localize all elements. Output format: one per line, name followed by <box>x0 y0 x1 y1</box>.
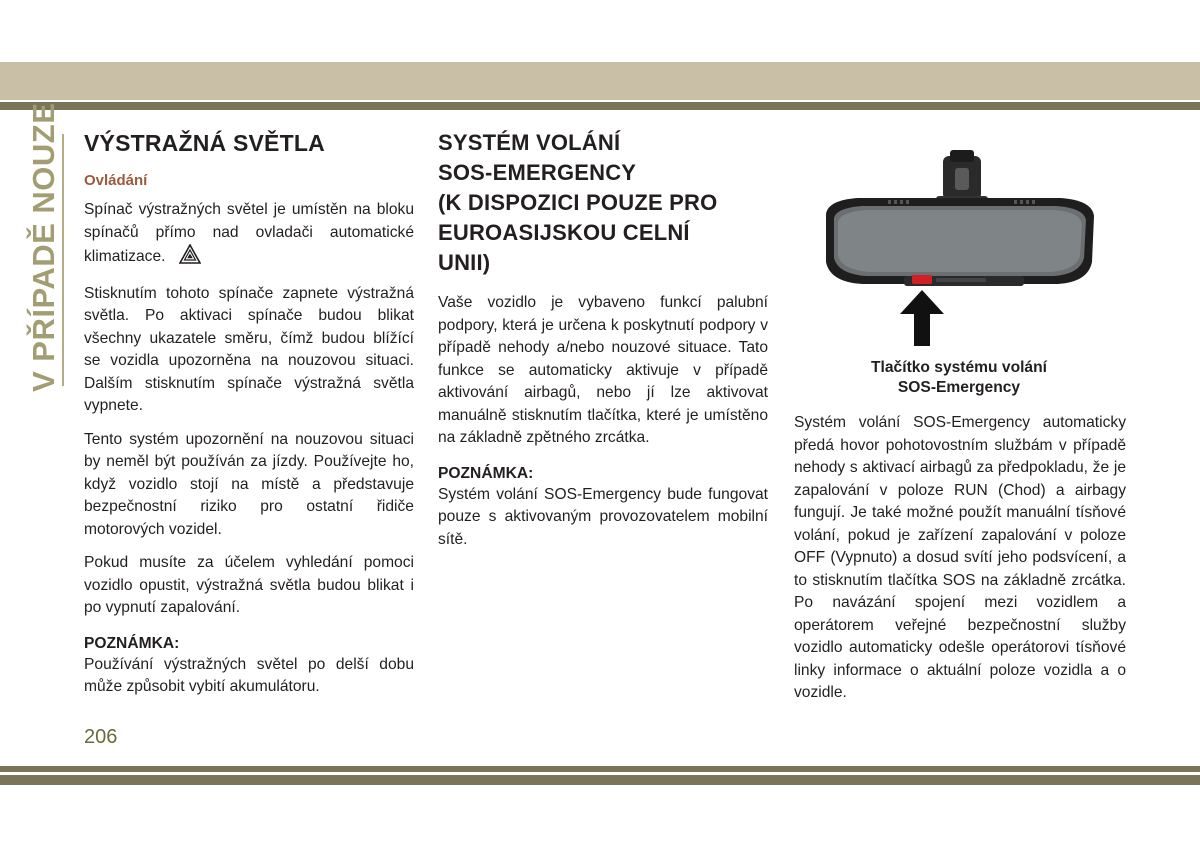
mirror-caption-line-2: SOS-Emergency <box>897 379 1021 396</box>
footer-rule-thick <box>0 775 1200 785</box>
section-side-label: V PŘÍPADĚ NOUZE <box>26 102 61 392</box>
sos-details-paragraph: Systém volání SOS-Emergency automaticky předá hovor pohotovostním službám v případě nehody s aktivací airbagů za předpokladu, že je zapalování v poloze RUN (Chod) a airbagy fungují. Je také možné použít manuální tísňové volání, pokud je zařízení zapalování v poloze OFF (Vypnuto) a dosud svítí jeho podsvícení, a to stisknutím tlačítka SOS na základně zrcátka. Po navázání spojení mezi vozidlem a operátorem veřejné bezpečnostní služby vozidlo automaticky odešle operátorovi tísňové linky informace o aktuální poloze vozidla a o vozidle. <box>794 414 1126 701</box>
note-text: Používání výstražných světel po delší dobu může způsobit vybití akumulátoru. <box>84 655 414 695</box>
mirror-caption <box>818 358 1100 398</box>
rearview-mirror-image <box>818 150 1100 350</box>
sos-title <box>438 128 768 278</box>
sos-intro-paragraph: Vaše vozidlo je vybaveno funkcí palubní podpory, která je určena k poskytnutí podpory v případě nehody a/nebo nouzové situace. Tato funkce se automaticky aktivuje v případě aktivování airbagů, nebo jí lze aktivovat manuálně stisknutím tlačítka, které je umístěno na základně zpětného zrcátka. <box>438 294 768 446</box>
sos-note-text: Systém volání SOS-Emergency bude fungovat pouze s aktivovaným provozovatelem mobilní sítě. <box>438 485 768 548</box>
column-hazard-lights <box>84 128 414 710</box>
page-number: 206 <box>84 726 118 748</box>
sos-title-line-4: EUROASIJSKOU CELNÍ <box>438 220 690 245</box>
sos-title-line-5: UNII) <box>438 250 491 275</box>
mirror-caption-line-1: Tlačítko systému volání <box>871 359 1047 376</box>
footer-rule-thin <box>0 766 1200 772</box>
side-divider <box>62 134 64 386</box>
hazard-paragraph-1 <box>84 199 414 272</box>
hazard-paragraph-4: Pokud musíte za účelem vyhledání pomoci vozidlo opustit, výstražná světla budou blikat i po vypnutí zapalování. <box>84 554 414 616</box>
header-band <box>0 62 1200 100</box>
header-rule <box>0 102 1200 110</box>
controls-subtitle: Ovládání <box>84 172 148 189</box>
note-heading: POZNÁMKA: <box>84 634 180 652</box>
sos-button-icon <box>912 275 932 284</box>
hazard-lights-title: VÝSTRAŽNÁ SVĚTLA <box>84 130 325 156</box>
hazard-triangle-icon <box>179 244 201 272</box>
sos-note-heading: POZNÁMKA: <box>438 464 534 482</box>
hazard-paragraph-2: Stisknutím tohoto spínače zapnete výstražná světla. Po aktivaci spínače budou blikat všechny ukazatele směru, čímž budou blížící se vozidla upozorněna na nouzovou situaci. Dalším stisknutím spínače výstražná světla vypnete. <box>84 284 414 414</box>
hazard-paragraph-1-text: Spínač výstražných světel je umístěn na bloku spínačů přímo nad ovladači automatické klimatizace. <box>84 201 414 265</box>
sos-title-line-1: SYSTÉM VOLÁNÍ <box>438 130 621 155</box>
sos-title-line-3: (K DISPOZICI POUZE PRO <box>438 190 718 215</box>
hazard-paragraph-3: Tento systém upozornění na nouzovou situaci by neměl být používán za jízdy. Používejte ho, když vozidlo stojí na místě a představuje bezpečnostní riziko pro ostatní řidiče motorových vozidel. <box>84 430 414 538</box>
column-sos-system <box>438 128 768 562</box>
sos-title-line-2: SOS-EMERGENCY <box>438 160 637 185</box>
